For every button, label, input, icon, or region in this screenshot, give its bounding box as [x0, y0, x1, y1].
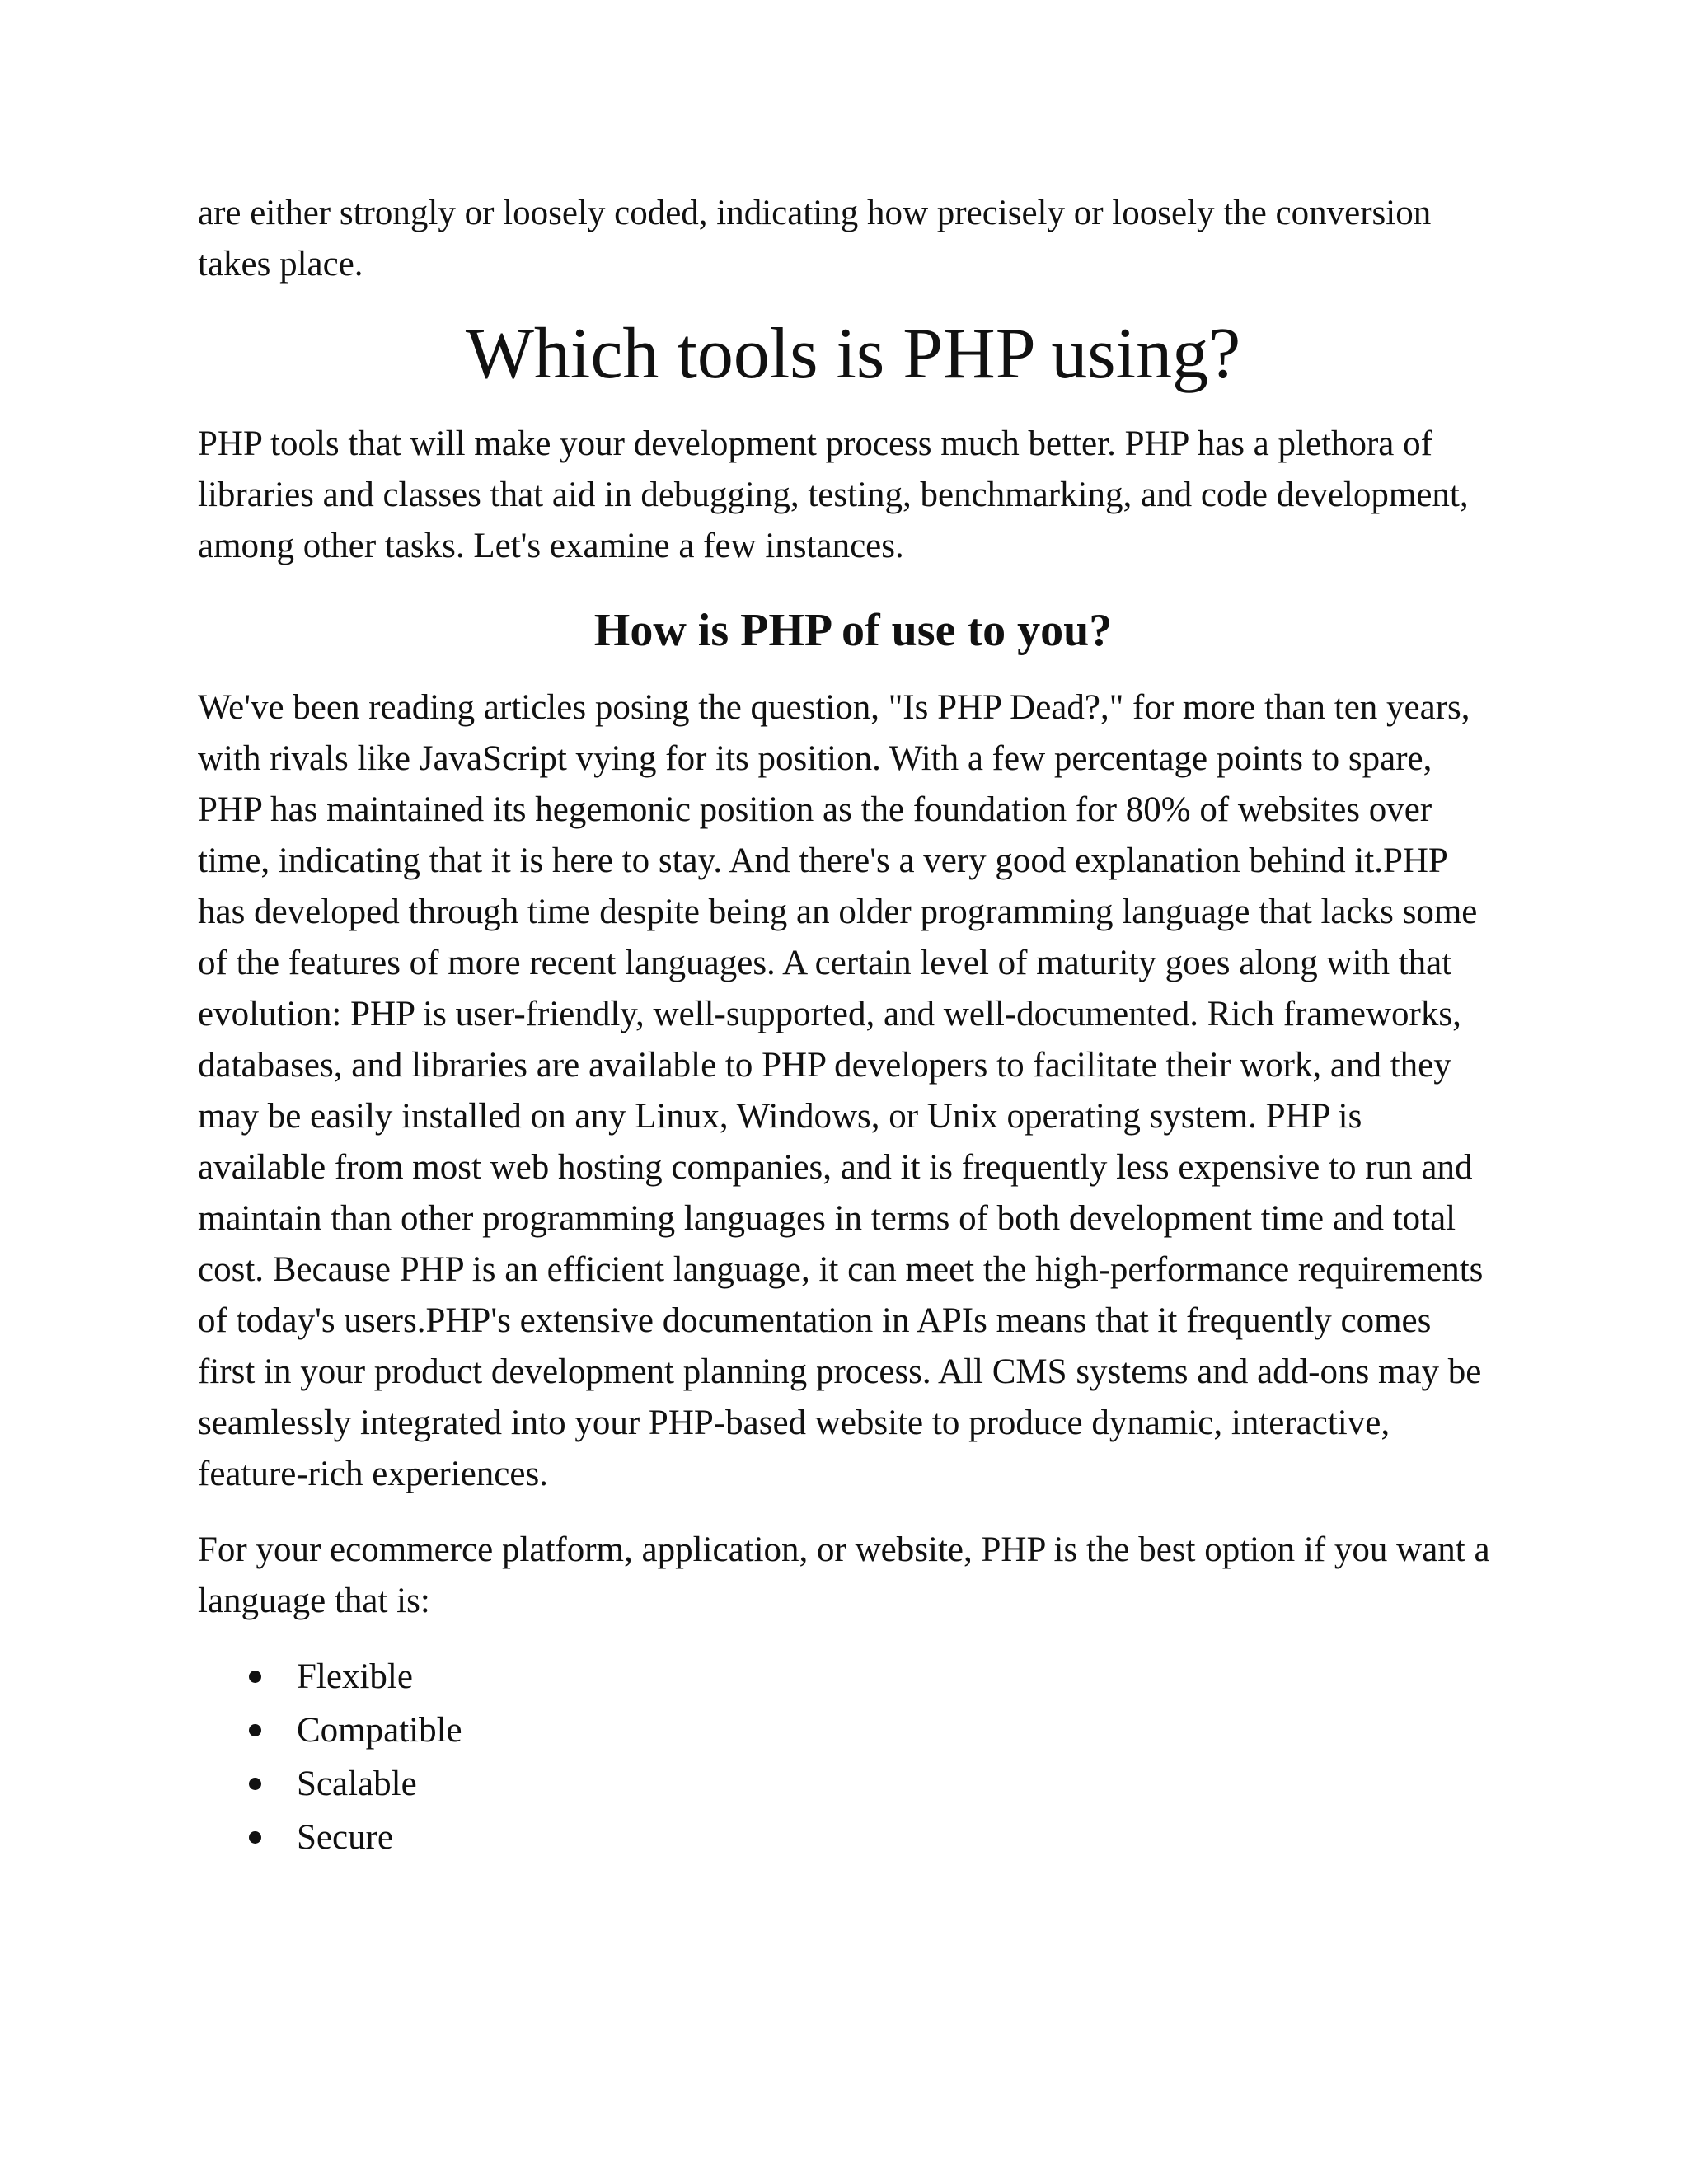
- list-item-label: Scalable: [297, 1765, 417, 1803]
- bullet-icon: [249, 1778, 261, 1790]
- tools-paragraph: PHP tools that will make your development process much better. PHP has a plethora of libraries and classes that aid in debugging, testing, benchmarking, and code development, among other tasks. Let's examine a few instances.: [198, 424, 1469, 565]
- list-item-label: Secure: [297, 1818, 393, 1857]
- intro-paragraph: are either strongly or loosely coded, indicating how precisely or loosely the conversion takes place.: [198, 194, 1432, 284]
- bullet-icon: [249, 1831, 261, 1844]
- heading-how-is-php-of-use: How is PHP of use to you?: [593, 605, 1113, 656]
- bullet-icon: [249, 1671, 261, 1683]
- list-item: [198, 1757, 1492, 1811]
- heading-which-tools: Which tools is PHP using?: [465, 314, 1241, 394]
- document-page: [198, 188, 1492, 1864]
- qualities-list: [198, 1650, 1492, 1864]
- list-item: [198, 1704, 1492, 1757]
- list-item-label: Compatible: [297, 1711, 462, 1750]
- use-paragraph: We've been reading articles posing the question, "Is PHP Dead?," for more than ten years, with rivals like JavaScript vying for its position. With a few percentage points to spare, PHP has maintained its hegemonic position as the foundation for 80% of websites over time, indicating that it is here to stay. And there's a very good explanation behind it.PHP has developed through time despite being an older programming language that lacks some of the features of more recent languages. A certain level of maturity goes along with that evolution: PHP is user-friendly, well-supported, and well-documented. Rich frameworks, databases, and libraries are available to PHP developers to facilitate their work, and they may be easily installed on any Linux, Windows, or Unix operating system. PHP is available from most web hosting companies, and it is frequently less expensive to run and maintain than other programming languages in terms of both development time and total cost. Because PHP is an efficient language, it can meet the high-performance requirements of today's users.PHP's extensive documentation in APIs means that it frequently comes first in your product development planning process. All CMS systems and add-ons may be seamlessly integrated into your PHP-based website to produce dynamic, interactive, feature-rich experiences.: [198, 688, 1484, 1493]
- list-item: [198, 1811, 1492, 1864]
- list-item: [198, 1650, 1492, 1704]
- list-item-label: Flexible: [297, 1657, 413, 1696]
- ecommerce-paragraph: For your ecommerce platform, application, or website, PHP is the best option if you want a language that is:: [198, 1530, 1490, 1620]
- bullet-icon: [249, 1724, 261, 1736]
